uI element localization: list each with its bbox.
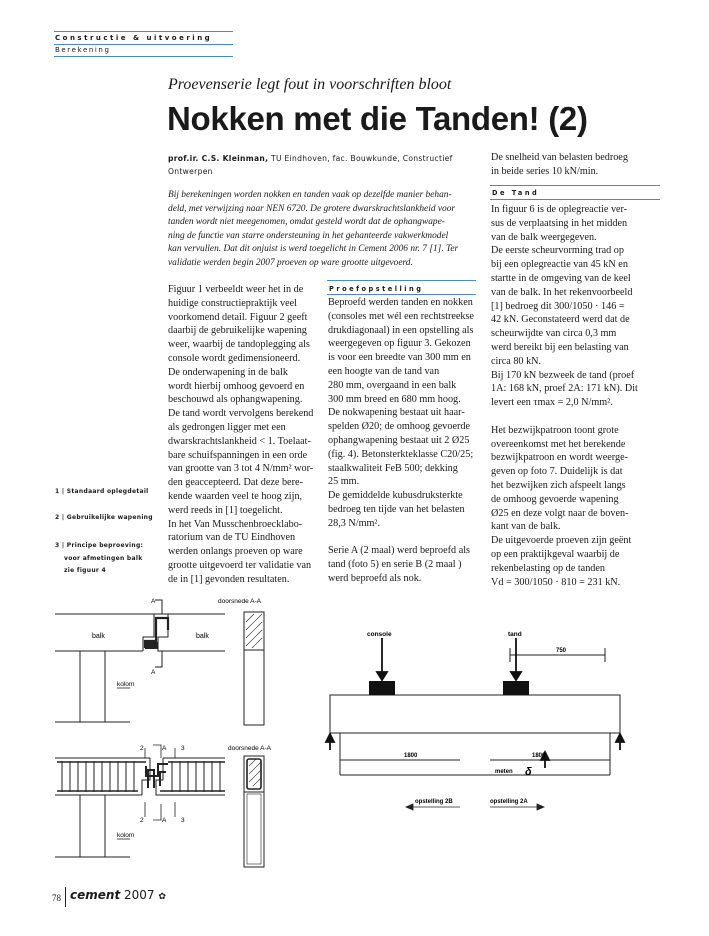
intro-line: kan vervullen. Dat dit onjuist is werd toegelicht in Cement 2006 nr. 7 [1]. Ter [168, 244, 459, 254]
magazine-name: cement [70, 888, 121, 902]
column-1 [168, 283, 320, 587]
text-line: den geaccepteerd. Dat deze bere- [168, 477, 303, 489]
text-line: sus de verplaatsing in het midden [491, 217, 628, 229]
text-line: bij een oplegreactie van 45 kN en [491, 259, 628, 271]
text-line: Bij 170 kN bezweek de tand (proef [491, 369, 635, 381]
column-3 [491, 203, 663, 589]
fig3-dim-1800-right: 1800 [532, 753, 546, 759]
text-line [491, 410, 663, 424]
text-line: weergegeven op figuur 3. Gekozen [328, 338, 471, 350]
fig2-doorsnede: doorsnede A-A [228, 745, 272, 752]
text-line: console wordt gedimensioneerd. [168, 352, 301, 364]
text-line: 28,3 N/mm². [328, 517, 381, 529]
console-block [369, 681, 395, 695]
text-line: ratorium van de TU Eindhoven [168, 532, 296, 544]
text-line: Het bezwijkpatroon toont grote [491, 424, 619, 436]
caption-1: 1 | Standaard oplegdetail [55, 488, 149, 495]
intro-line: ning de functie van starre ondersteuning in het gehanteerde vakwerkmodel [168, 230, 449, 241]
fig3-meten: meten [495, 769, 513, 775]
text-line: werd beproefd als nok. [328, 572, 422, 584]
fig2-mark-a-top: A [162, 745, 167, 752]
footer-divider [65, 887, 66, 907]
caption-text: Principe beproeving: [66, 542, 144, 549]
magazine-year: 2007 [124, 888, 155, 902]
text-line: huidige constructiepraktijk veel [168, 297, 298, 309]
text-line: rekenbelasting op de tanden [491, 562, 606, 574]
text-line: grootte uitgevoerd ter validatie van [168, 559, 312, 571]
intro-line: validatie werden begin 2007 proeven op ware grootte uitgevoerd. [168, 257, 413, 268]
text-line: ophangwapening bestaat uit 2 Ø25 [328, 434, 470, 446]
text-line: van de balk weergegeven. [491, 231, 597, 243]
fig3-delta: δ [525, 766, 532, 778]
fig3-opstelling-2b: opstelling 2B [415, 799, 453, 805]
col3-rule-bottom [490, 199, 660, 200]
caption-text: Standaard oplegdetail [66, 488, 149, 495]
column-3-top [491, 151, 661, 179]
col2-heading: Proefopstelling [329, 285, 424, 293]
fig1-kolom: kolom [117, 681, 135, 688]
fig1-doorsnede: doorsnede A-A [218, 598, 262, 605]
caption-num: 3 [55, 542, 60, 549]
text-line: Beproefd werden tanden en nokken [328, 297, 473, 308]
figure-1-detail [50, 592, 290, 732]
caption-3: 3 | Principe beproeving: voor afmetingen balk zie figuur 4 [55, 542, 144, 574]
text-line [328, 531, 478, 545]
caption-num: 1 [55, 488, 60, 495]
col3-rule-top [490, 185, 660, 186]
figure-2-reinforcement [50, 742, 290, 877]
text-line: een hoogte van de tand van [328, 365, 440, 377]
fig2-mark-3-bottom: 3 [181, 817, 185, 824]
text-line: In het Van Musschenbroecklabo- [168, 518, 303, 530]
text-line: (consoles met wél een rechtstreekse [328, 310, 474, 322]
col3-heading: De Tand [492, 189, 540, 197]
header-mid-rule [54, 44, 233, 45]
col2-rule-top [327, 280, 476, 281]
text-line: levert een τmax = 2,0 N/mm². [491, 397, 613, 409]
fig3-dim-750: 750 [556, 648, 567, 654]
fig3-tand-label: tand [508, 631, 522, 638]
subsection-label: Berekening [55, 46, 111, 54]
col2-rule-bottom [327, 294, 476, 295]
text-line: De nokwapening bestaat uit haar- [328, 407, 465, 419]
cement-logo-icon: ✿ [158, 892, 166, 902]
affiliation-line2: Ontwerpen [168, 167, 213, 176]
text-line: wordt hierbij omhoog gevoerd en [168, 380, 305, 392]
fig2-kolom: kolom [117, 832, 135, 839]
text-line: werd reeds in [1] toegelicht. [168, 504, 283, 516]
intro [168, 189, 478, 270]
fig2-mark-2-top: 2 [140, 745, 144, 752]
byline [168, 152, 478, 178]
text-line: geven op foto 7. Duidelijk is dat [491, 466, 623, 478]
kicker: Proevenserie legt fout in voorschriften bloot [168, 76, 452, 93]
text-line: beschouwd als ophangwapening. [168, 394, 303, 406]
fig3-opstelling-2a: opstelling 2A [490, 799, 528, 805]
text-line: in beide series 10 kN/min. [491, 165, 599, 177]
affiliation: TU Eindhoven, fac. Bouwkunde, Constructief [268, 154, 453, 163]
text-line: Figuur 1 verbeeldt weer het in de [168, 284, 304, 295]
header-top-rule [54, 31, 233, 32]
text-line: [1] bedroeg dit 300/1050 · 146 = [491, 300, 625, 312]
text-line: 25 mm. [328, 476, 360, 488]
footer-magazine [70, 888, 166, 902]
caption-num: 2 [55, 514, 60, 521]
text-line: als gedrongen ligger met een [168, 421, 286, 433]
text-line: tand (foto 5) en serie B (2 maal ) [328, 559, 462, 571]
text-line: In figuur 6 is de oplegreactie ver- [491, 204, 628, 215]
figure-3-test-setup [320, 600, 640, 830]
text-line: Serie A (2 maal) werd beproefd als [328, 545, 471, 557]
text-line: 1A: 168 kN, proef 2A: 171 kN). Dit [491, 383, 638, 395]
text-line: bedroeg ten tijde van het belasten [328, 503, 465, 515]
fig1-balk-left: balk [92, 633, 105, 640]
text-line: De onderwapening in de balk [168, 366, 288, 378]
text-line: circa 80 kN. [491, 355, 542, 367]
intro-line: Bij berekeningen worden nokken en tanden vaak op dezelfde manier behan- [168, 190, 452, 200]
text-line: Vd = 300/1050 · 810 = 231 kN. [491, 576, 621, 588]
text-line: kant van de balk. [491, 521, 561, 533]
text-line: 280 mm, overgaand in een balk [328, 379, 457, 391]
fig1-section-mark-bottom: A [151, 669, 156, 676]
fig2-mark-3-top: 3 [181, 745, 185, 752]
caption-text-line2: voor afmetingen balk [64, 554, 143, 562]
text-line: werd bereikt bij een belasting van [491, 341, 629, 353]
text-line: (fig. 4). Betonsterkteklasse C20/25; [328, 448, 474, 460]
fig3-console-label: console [367, 631, 392, 638]
fig3-dim-1800-left: 1800 [404, 753, 418, 759]
column-2 [328, 296, 478, 586]
text-line: werden onlangs proeven op ware [168, 546, 303, 558]
text-line: de in [1] gevonden resultaten. [168, 573, 290, 585]
fig1-balk-right: balk [196, 633, 209, 640]
text-line: staalkwaliteit FeB 500; dekking [328, 462, 458, 474]
text-line: de omhoog gevoerde wapening [491, 493, 619, 505]
fig2-mark-a-bottom: A [162, 817, 167, 824]
text-line: van grootte van 3 tot 4 N/mm² wor- [168, 463, 314, 475]
page-number: 78 [52, 893, 61, 903]
text-line: 42 kN. Geconstateerd werd dat de [491, 314, 630, 326]
text-line: overeenkomst met het berekende [491, 438, 626, 450]
caption-text-line3: zie figuur 4 [64, 567, 107, 574]
author: prof.ir. C.S. Kleinman, [168, 154, 269, 163]
caption-text: Gebruikelijke wapening [66, 514, 153, 521]
text-line: De snelheid van belasten bedroeg [491, 152, 628, 163]
intro-line: deld, met verwijzing naar NEN 6720. De grotere dwarskrachtslankheid voor [168, 203, 456, 214]
text-line: op een praktijkgeval waarbij de [491, 548, 620, 560]
text-line: voorkomend detail. Figuur 2 geeft [168, 311, 308, 323]
text-line: weer, waarbij de tandoplegging als [168, 339, 310, 351]
text-line: De uitgevoerde proeven zijn geënt [491, 535, 632, 547]
text-line: daarbij de gebruikelijke wapening [168, 325, 307, 337]
text-line: drukdiagonaal) in een opstelling als [328, 324, 474, 336]
text-line: van de balk. In het rekenvoorbeeld [491, 286, 633, 298]
text-line: scheurwijdte van circa 0,3 mm [491, 328, 617, 340]
fig2-mark-2-bottom: 2 [140, 817, 144, 824]
text-line: bare schuifspanningen in een orde [168, 449, 308, 461]
text-line: 300 mm breed en 680 mm hoog. [328, 393, 461, 405]
header-bottom-rule [54, 56, 233, 57]
intro-line: tanden wordt niet meegenomen, omdat gesteld wordt dat de ophangwape- [168, 217, 445, 227]
text-line: dwarskrachtslankheid < 1. Toelaat- [168, 435, 311, 447]
text-line: Ø25 en deze volgt naar de boven- [491, 507, 629, 519]
text-line: spelden Ø20; de omhoog gevoerde [328, 421, 471, 433]
text-line: het bezwijken zich afspeelt langs [491, 479, 626, 491]
text-line: De eerste scheurvorming trad op [491, 245, 624, 257]
text-line: bezwijkpatroon en wordt weerge- [491, 452, 629, 464]
article-title: Nokken met die Tanden! (2) [167, 100, 588, 137]
tand-block [503, 681, 529, 695]
text-line: startte in de omgeving van de keel [491, 272, 631, 284]
caption-2: 2 | Gebruikelijke wapening [55, 514, 153, 521]
section-label: Constructie & uitvoering [55, 34, 213, 42]
text-line: De tand wordt vervolgens berekend [168, 408, 314, 420]
text-line: De gemiddelde kubusdruksterkte [328, 490, 463, 502]
text-line: kende waarden veel te hoog zijn, [168, 490, 303, 502]
fig1-section-mark-top: A [151, 598, 156, 605]
text-line: is voor een breedte van 300 mm en [328, 352, 471, 364]
